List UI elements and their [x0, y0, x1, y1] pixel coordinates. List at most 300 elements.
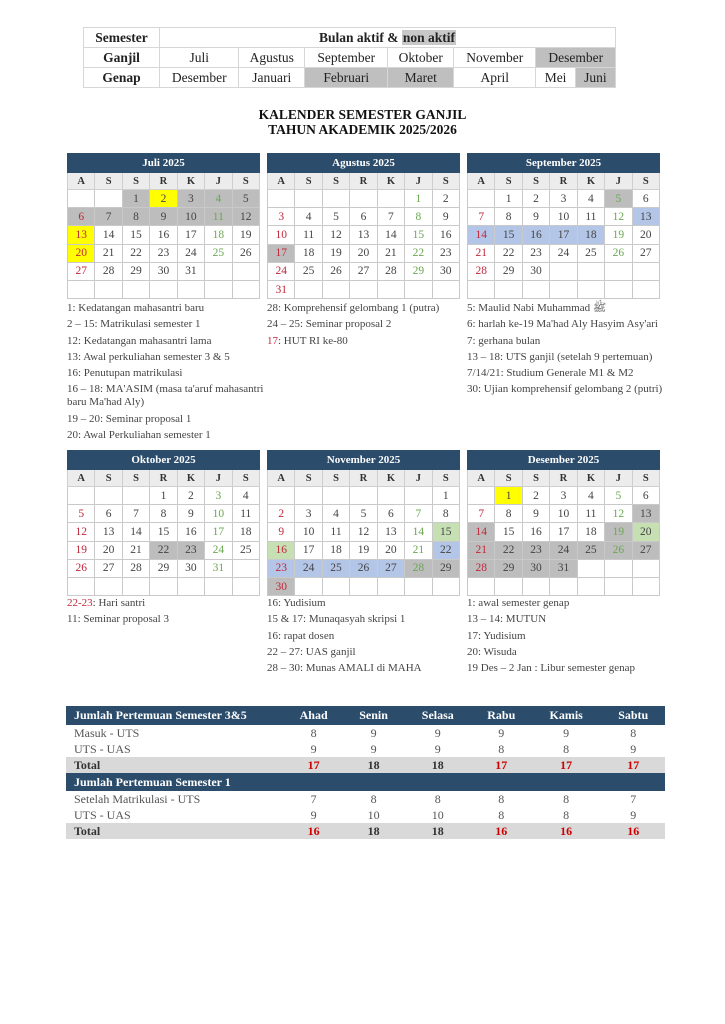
cell-value: 8: [498, 791, 505, 806]
calendar-day: 17: [295, 541, 322, 559]
calendar-week-row: [68, 541, 260, 559]
weekday-header: S: [522, 470, 549, 487]
row-label: Total: [66, 823, 284, 839]
months-header: [160, 28, 616, 48]
calendar-day: 7: [468, 208, 495, 226]
calendar-day: 25: [577, 244, 604, 262]
event-note: [67, 351, 267, 364]
event-note: [267, 630, 467, 643]
calendar-day: 19: [322, 244, 349, 262]
calendar-empty-cell: [377, 280, 404, 298]
cell-value: 16: [531, 823, 602, 839]
calendar-week-row: [268, 559, 460, 577]
weekday-header: K: [577, 470, 604, 487]
weekday-header: J: [405, 173, 432, 190]
calendar-empty-cell: [605, 559, 632, 577]
calendar-day: 28: [468, 262, 495, 280]
calendar-day: 10: [550, 505, 577, 523]
calendar-day: 28: [122, 559, 149, 577]
row-label: Setelah Matrikulasi - UTS: [74, 791, 201, 806]
calendar-empty-cell: [68, 577, 95, 595]
calendar-day: 29: [495, 559, 522, 577]
calendar-day: 23: [268, 559, 295, 577]
weekday-header: S: [232, 173, 259, 190]
calendar-day: 3: [268, 208, 295, 226]
cell-value: 9: [310, 807, 317, 822]
weekday-header: K: [377, 173, 404, 190]
calendar-day: 24: [268, 262, 295, 280]
calendar-day: 5: [68, 505, 95, 523]
cell-value: 9: [630, 807, 637, 822]
calendar-day: 26: [605, 244, 632, 262]
weekday-header: S: [122, 470, 149, 487]
row-label: Masuk - UTS: [74, 725, 140, 740]
calendar-day: 30: [177, 559, 204, 577]
cell-value: 8: [563, 791, 570, 806]
calendar-empty-cell: [632, 577, 659, 595]
calendar-week-row: [468, 226, 660, 244]
calendar-day: 9: [177, 505, 204, 523]
calendar-empty-cell: [405, 577, 432, 595]
event-note-text: 20: Wisuda: [467, 645, 517, 658]
calendar-day: 28: [468, 559, 495, 577]
calendar-day: 27: [632, 244, 659, 262]
calendar-day: 22: [495, 541, 522, 559]
calendar-empty-cell: [68, 190, 95, 208]
calendar-empty-cell: [232, 559, 259, 577]
calendar-day: 26: [605, 541, 632, 559]
calendar-empty-cell: [95, 577, 122, 595]
calendar-month-title: Oktober 2025: [68, 451, 260, 470]
calendar-week-row: [68, 208, 260, 226]
table-row: [66, 725, 665, 741]
calendar-day: 12: [605, 505, 632, 523]
calendar-empty-cell: [232, 262, 259, 280]
calendar-week-row: [468, 541, 660, 559]
meeting-summary-table: [66, 706, 665, 839]
calendar-day: 22: [495, 244, 522, 262]
calendar-day: 16: [432, 226, 459, 244]
event-note: [467, 597, 667, 610]
row-label: UTS - UAS: [74, 741, 131, 756]
calendar-empty-cell: [322, 577, 349, 595]
calendar-week-row: [68, 262, 260, 280]
event-note-text: 19 – 20: Seminar proposal 1: [67, 412, 192, 425]
calendar-empty-cell: [95, 487, 122, 505]
calendar-day: 21: [377, 244, 404, 262]
calendar-empty-cell: [550, 577, 577, 595]
calendar-day: 6: [68, 208, 95, 226]
calendar-day: 30: [432, 262, 459, 280]
calendar-week-row: [468, 262, 660, 280]
calendar-week-row: [468, 244, 660, 262]
calendar-day: 6: [95, 505, 122, 523]
calendar-day: 1: [495, 190, 522, 208]
column-header: Senin: [343, 706, 404, 725]
calendar-day: 2: [177, 487, 204, 505]
calendar-day: 19: [605, 523, 632, 541]
table-row: [66, 791, 665, 807]
event-note-text: 28: Komprehensif gelombang 1 (putra): [267, 302, 440, 314]
genap-month-februari: Februari: [305, 68, 388, 88]
calendar-day: 19: [232, 226, 259, 244]
calendar-day: 20: [68, 244, 95, 262]
calendar-week-row: [468, 208, 660, 226]
event-note-text: 11: Seminar proposal 3: [67, 613, 169, 626]
calendar-day: 19: [350, 541, 377, 559]
weekday-header: R: [350, 173, 377, 190]
weekday-header: S: [632, 470, 659, 487]
event-note: [67, 318, 267, 331]
calendar-day: 13: [68, 226, 95, 244]
column-header: Jumlah Pertemuan Semester 3&5: [66, 706, 284, 725]
calendar-day: 24: [295, 559, 322, 577]
weekday-header: S: [495, 173, 522, 190]
ganjil-month-september: September: [305, 48, 388, 68]
calendar-day: 14: [95, 226, 122, 244]
event-note: [467, 318, 667, 331]
calendar-week-row: [268, 505, 460, 523]
calendar-day: 29: [405, 262, 432, 280]
event-note-text: 7/14/21: Studium Generale M1 & M2: [467, 367, 634, 380]
cell-value: 17: [601, 757, 665, 773]
calendar-day: 13: [377, 523, 404, 541]
calendar-day: 28: [95, 262, 122, 280]
calendar-month-title: Juli 2025: [68, 154, 260, 173]
weekday-header: J: [405, 470, 432, 487]
calendar-empty-cell: [295, 190, 322, 208]
weekday-header: S: [232, 470, 259, 487]
calendar-day: 21: [122, 541, 149, 559]
cell-value: 16: [472, 823, 531, 839]
cell-value: 9: [370, 741, 377, 756]
weekday-header: K: [377, 470, 404, 487]
event-note-text: : Hari santri: [92, 597, 146, 609]
calendar-day: 13: [632, 208, 659, 226]
genap-month-juni: Juni: [575, 68, 615, 88]
calendar-day: 8: [150, 505, 177, 523]
weekday-header: S: [295, 470, 322, 487]
calendar-empty-cell: [632, 262, 659, 280]
cell-value: 17: [472, 757, 531, 773]
weekday-header: R: [550, 470, 577, 487]
calendar-day: 17: [205, 523, 232, 541]
calendar-day: 31: [550, 559, 577, 577]
calendar-day: 20: [377, 541, 404, 559]
calendar-day: 27: [632, 541, 659, 559]
calendar-day: 1: [495, 487, 522, 505]
calendar-empty-cell: [350, 487, 377, 505]
calendar-day: 20: [632, 226, 659, 244]
calendar-day: 29: [432, 559, 459, 577]
calendar-empty-cell: [522, 280, 549, 298]
calendar-day: 21: [95, 244, 122, 262]
weekday-header: A: [268, 470, 295, 487]
calendar-day: 24: [177, 244, 204, 262]
calendar-day: 18: [205, 226, 232, 244]
calendar-day: 3: [177, 190, 204, 208]
calendar-empty-cell: [350, 280, 377, 298]
event-note: [267, 302, 467, 315]
calendar-empty-cell: [268, 190, 295, 208]
calendar-week-row: [468, 523, 660, 541]
calendar-day: 15: [432, 523, 459, 541]
weekday-header: S: [322, 470, 349, 487]
calendar-day: 28: [405, 559, 432, 577]
calendar-empty-cell: [432, 280, 459, 298]
calendar-day: 10: [268, 226, 295, 244]
calendar-day: 13: [95, 523, 122, 541]
weekday-header: S: [495, 470, 522, 487]
calendar-empty-cell: [605, 577, 632, 595]
calendar-day: 5: [605, 487, 632, 505]
section-title: Jumlah Pertemuan Semester 1: [66, 773, 665, 791]
active-months-label: Bulan aktif &: [318, 29, 402, 45]
ganjil-label: Ganjil: [84, 48, 160, 68]
cell-value: 9: [370, 725, 377, 740]
cell-value: 18: [404, 823, 472, 839]
calendar-notes-oktober-2025: [67, 597, 267, 630]
event-note: [467, 351, 667, 364]
calendar-notes-juli-2025: [67, 302, 267, 445]
event-note-text: 20: Awal Perkuliahan semester 1: [67, 429, 211, 442]
calendar-week-row: [68, 226, 260, 244]
calendar-week-row: [468, 577, 660, 595]
calendar-empty-cell: [550, 262, 577, 280]
event-note-text: 5: Maulid Nabi Muhammad ﷺ: [467, 302, 607, 314]
calendar-empty-cell: [522, 577, 549, 595]
calendar-day: 5: [605, 190, 632, 208]
column-header: Selasa: [404, 706, 472, 725]
calendar-day: 7: [405, 505, 432, 523]
event-note: [67, 367, 267, 380]
ganjil-month-agustus: Agustus: [239, 48, 305, 68]
calendar-day: 24: [550, 244, 577, 262]
calendar-day: 5: [322, 208, 349, 226]
calendar-empty-cell: [322, 280, 349, 298]
calendar-week-row: [68, 190, 260, 208]
calendar-month-title: Agustus 2025: [268, 154, 460, 173]
event-note: [267, 662, 467, 675]
calendar-day: 21: [468, 541, 495, 559]
weekday-header: S: [522, 173, 549, 190]
calendar-week-row: [268, 226, 460, 244]
title-line-2: TAHUN AKADEMIK 2025/2026: [268, 122, 457, 137]
calendar-day: 20: [350, 244, 377, 262]
event-note: [67, 613, 267, 626]
calendar-empty-cell: [377, 190, 404, 208]
event-note-text: 7: gerhana bulan: [467, 334, 541, 347]
calendar-day: 31: [205, 559, 232, 577]
calendar-day: 8: [432, 505, 459, 523]
weekday-header: J: [605, 470, 632, 487]
weekday-header: K: [577, 173, 604, 190]
calendar-empty-cell: [405, 487, 432, 505]
event-note-text: 13: Awal perkuliahan semester 3 & 5: [67, 350, 230, 363]
ganjil-row: [84, 48, 616, 68]
calendar-empty-cell: [377, 577, 404, 595]
calendar-day: 26: [322, 262, 349, 280]
calendar-empty-cell: [377, 487, 404, 505]
event-note-text: 16 – 18: MA'ASIM (masa ta'aruf mahasantri baru Ma'had Aly): [67, 383, 264, 409]
cell-value: 17: [531, 757, 602, 773]
calendar-day: 30: [150, 262, 177, 280]
calendar-day: 22: [150, 541, 177, 559]
calendar-day: 24: [205, 541, 232, 559]
calendar-empty-cell: [605, 280, 632, 298]
calendar-day: 10: [205, 505, 232, 523]
inactive-months-label: non aktif: [402, 29, 456, 45]
calendar-day: 4: [232, 487, 259, 505]
calendar-day: 25: [295, 262, 322, 280]
event-note: [67, 597, 267, 610]
calendar-day: 16: [268, 541, 295, 559]
calendar-day: 7: [468, 505, 495, 523]
event-note-text: 1: awal semester genap: [467, 597, 570, 609]
calendar-day: 22: [432, 541, 459, 559]
calendar-empty-cell: [468, 487, 495, 505]
cell-value: 16: [284, 823, 343, 839]
cell-value: 9: [563, 725, 570, 740]
event-note: [467, 613, 667, 626]
calendar-empty-cell: [350, 577, 377, 595]
calendar-day: 26: [350, 559, 377, 577]
calendar-day: 4: [577, 190, 604, 208]
event-note-date: 17: [267, 334, 278, 347]
cell-value: 8: [630, 725, 637, 740]
weekday-header: J: [605, 173, 632, 190]
calendar-day: 4: [577, 487, 604, 505]
weekday-header: S: [95, 470, 122, 487]
calendar-day: 25: [322, 559, 349, 577]
calendar-day: 20: [632, 523, 659, 541]
cell-value: 18: [404, 757, 472, 773]
calendar-empty-cell: [268, 487, 295, 505]
cell-value: 10: [431, 807, 444, 822]
calendar-day: 9: [268, 523, 295, 541]
calendar-day: 11: [295, 226, 322, 244]
calendar-day: 12: [322, 226, 349, 244]
calendar-day: 2: [150, 190, 177, 208]
weekday-header: S: [322, 173, 349, 190]
calendar-day: 23: [432, 244, 459, 262]
calendar-day: 14: [377, 226, 404, 244]
calendar-empty-cell: [150, 280, 177, 298]
event-note: [467, 367, 667, 380]
event-note: [267, 335, 467, 348]
event-note: [267, 597, 467, 610]
calendar-empty-cell: [95, 190, 122, 208]
calendar-day: 29: [122, 262, 149, 280]
row-label: Total: [66, 757, 284, 773]
calendar-week-row: [68, 523, 260, 541]
calendar-empty-cell: [577, 262, 604, 280]
calendar-empty-cell: [632, 280, 659, 298]
calendar-notes-agustus-2025: [267, 302, 467, 351]
calendar-day: 3: [550, 190, 577, 208]
event-note-text: 17: Yudisium: [467, 629, 526, 642]
calendar-day: 5: [232, 190, 259, 208]
calendar-day: 15: [122, 226, 149, 244]
event-note-text: 13 – 14: MUTUN: [467, 613, 547, 626]
column-header: Kamis: [531, 706, 602, 725]
calendar-day: 17: [268, 244, 295, 262]
calendar-empty-cell: [577, 559, 604, 577]
cell-value: 17: [284, 757, 343, 773]
genap-month-mei: Mei: [536, 68, 575, 88]
calendar-empty-cell: [95, 280, 122, 298]
calendar-juli-2025: [67, 153, 260, 299]
calendar-day: 1: [405, 190, 432, 208]
calendar-empty-cell: [122, 577, 149, 595]
calendar-week-row: [268, 541, 460, 559]
calendar-day: 29: [150, 559, 177, 577]
calendar-empty-cell: [632, 559, 659, 577]
calendar-day: 10: [550, 208, 577, 226]
calendar-day: 14: [468, 523, 495, 541]
calendar-day: 14: [468, 226, 495, 244]
genap-month-maret: Maret: [388, 68, 454, 88]
calendar-day: 27: [95, 559, 122, 577]
calendar-day: 15: [495, 226, 522, 244]
calendar-empty-cell: [495, 280, 522, 298]
cell-value: 18: [343, 757, 404, 773]
cell-value: 7: [630, 791, 637, 806]
calendar-day: 9: [522, 505, 549, 523]
calendar-empty-cell: [432, 577, 459, 595]
calendar-day: 21: [468, 244, 495, 262]
weekday-header: R: [150, 173, 177, 190]
calendar-day: 18: [322, 541, 349, 559]
calendar-day: 30: [522, 262, 549, 280]
calendar-day: 18: [232, 523, 259, 541]
calendar-day: 8: [495, 208, 522, 226]
calendar-week-row: [468, 280, 660, 298]
calendar-day: 11: [577, 505, 604, 523]
calendar-day: 1: [122, 190, 149, 208]
weekday-header: S: [632, 173, 659, 190]
calendar-empty-cell: [122, 280, 149, 298]
calendar-day: 6: [632, 487, 659, 505]
calendar-notes-september-2025: [467, 302, 667, 400]
calendar-day: 31: [268, 280, 295, 298]
calendar-day: 8: [495, 505, 522, 523]
event-note-text: 30: Ujian komprehensif gelombang 2 (putri): [467, 383, 663, 396]
cell-value: 10: [367, 807, 380, 822]
event-note-text: 16: Yudisium: [267, 597, 326, 609]
calendar-week-row: [268, 280, 460, 298]
calendar-day: 2: [522, 190, 549, 208]
calendar-day: 3: [295, 505, 322, 523]
calendar-day: 27: [68, 262, 95, 280]
calendar-september-2025: [467, 153, 660, 299]
calendar-day: 2: [432, 190, 459, 208]
calendar-day: 20: [95, 541, 122, 559]
page-title: [0, 107, 725, 137]
calendar-day: 18: [295, 244, 322, 262]
calendar-empty-cell: [150, 577, 177, 595]
calendar-empty-cell: [205, 577, 232, 595]
total-row: [66, 757, 665, 773]
event-note-text: 28 – 30: Munas AMALI di MAHA: [267, 662, 422, 675]
cell-value: 9: [434, 725, 441, 740]
genap-row: [84, 68, 616, 88]
calendar-day: 15: [150, 523, 177, 541]
calendar-day: 3: [205, 487, 232, 505]
calendar-day: 25: [577, 541, 604, 559]
table-row: [66, 741, 665, 757]
event-note-text: 6: harlah ke-19 Ma'had Aly Hasyim Asy'ari: [467, 318, 658, 331]
